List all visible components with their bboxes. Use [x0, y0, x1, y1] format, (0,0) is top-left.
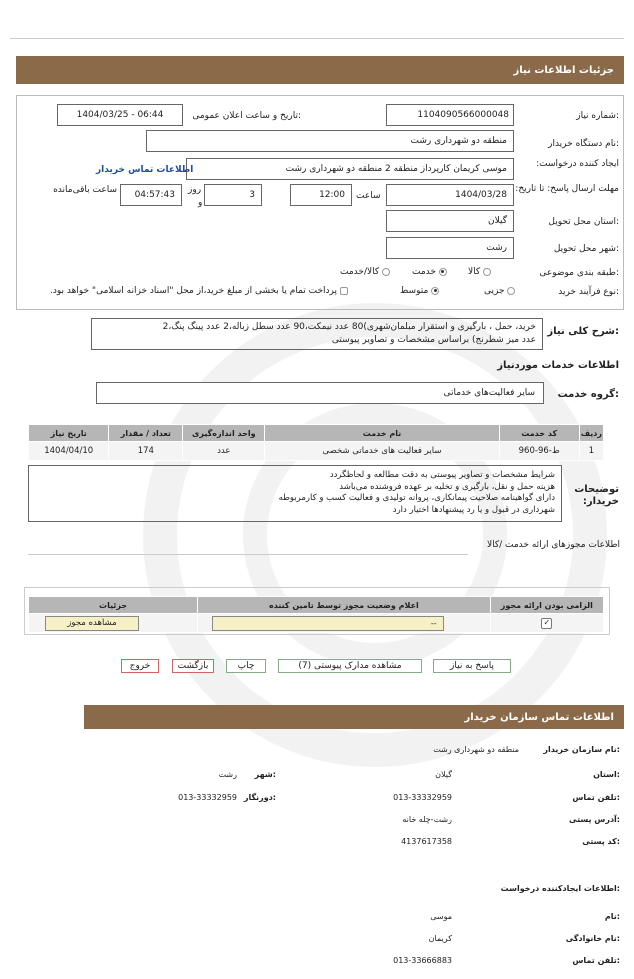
remaining-days-field[interactable]: 3	[204, 184, 262, 206]
creator-family-value: کریمان	[428, 934, 452, 943]
creator-name-label: نام:	[604, 912, 620, 921]
contact-city-value: رشت	[218, 770, 237, 779]
radio-selected-icon	[439, 268, 447, 276]
contact-postal-label: کد پستی:	[582, 837, 620, 846]
service-group-label: گروه خدمت:	[557, 389, 619, 400]
license-details-cell	[29, 614, 198, 633]
print-button[interactable]: چاپ	[226, 659, 266, 673]
remaining-and-label: و	[198, 198, 203, 208]
need-number-field[interactable]: 1104090566000048	[386, 104, 514, 126]
province-label: استان محل تحویل:	[548, 217, 619, 227]
buyer-notes-box	[28, 465, 562, 522]
exit-button[interactable]: خروج	[121, 659, 159, 673]
contact-province-label: استان:	[593, 770, 620, 779]
contact-org-label: نام سازمان خریدار:	[543, 745, 620, 754]
deadline-time-label: ساعت	[356, 191, 381, 201]
purchase-option-minor[interactable]: جزیی	[484, 286, 515, 296]
contact-fax-label: دورنگار:	[243, 793, 276, 802]
items-table	[28, 424, 604, 461]
contact-address-value: رشت-چله خانه	[402, 815, 452, 824]
items-table-header	[29, 425, 604, 442]
licenses-title: اطلاعات مجوزهای ارائه خدمت /کالا	[486, 540, 620, 550]
creator-field[interactable]: موسی کریمان کارپرداز منطقه 2 منطقه دو شهرداری رشت	[186, 158, 514, 180]
reply-button[interactable]: پاسخ به نیاز	[433, 659, 511, 673]
note-line: شهرداری در قبول و یا رد پیشنهادها اختیار دارد	[392, 504, 555, 515]
creator-name-value: موسی	[430, 912, 452, 921]
col-name: نام خدمت	[265, 425, 499, 442]
note-line: دارای گواهینامه صلاحیت پیمانکاری، پروانه تولیدی و فعالیت کسب و کارمربوطه	[278, 493, 555, 503]
licenses-divider	[28, 554, 468, 555]
remaining-time-field[interactable]: 04:57:43	[120, 184, 182, 206]
deadline-time-field[interactable]: 12:00	[290, 184, 352, 206]
page-header	[16, 56, 624, 84]
col-row: ردیف	[579, 425, 603, 442]
back-button[interactable]: بازگشت	[172, 659, 214, 673]
cell-name: سایر فعالیت های خدماتی شخصی	[265, 442, 499, 461]
category-option-goods-service[interactable]: کالا/خدمت	[340, 267, 390, 277]
view-license-button[interactable]: مشاهده مجوز	[45, 616, 139, 631]
purchase-type-label: نوع فرآیند خرید:	[558, 287, 619, 297]
radio-icon	[483, 268, 491, 276]
contact-province-value: گیلان	[435, 770, 452, 779]
col-code: کد خدمت	[499, 425, 579, 442]
contact-city-label: شهر:	[254, 770, 276, 779]
contact-org-value: منطقه دو شهرداری رشت	[433, 745, 519, 754]
service-group-field[interactable]: سایر فعالیت‌های خدماتی	[96, 382, 544, 404]
licenses-table-header	[29, 597, 604, 614]
province-field[interactable]: گیلان	[386, 210, 514, 232]
col-license-status: اعلام وضعیت مجوز توسط تامین کننده	[198, 597, 490, 614]
announce-datetime-label: تاریخ و ساعت اعلان عمومی:	[192, 111, 301, 121]
contact-fax-value: 013-33332959	[178, 793, 237, 802]
top-divider	[10, 38, 624, 39]
contact-header	[84, 705, 624, 729]
license-status-cell	[198, 614, 490, 633]
remaining-time-label: ساعت باقی‌مانده	[53, 185, 117, 195]
radio-selected-icon	[431, 287, 439, 295]
note-line: شرایط مشخصات و تصاویر پیوستی به دقت مطالعه و لحاظگردد	[329, 470, 555, 480]
creator-phone-value: 013-33666883	[393, 956, 452, 965]
category-option-goods[interactable]: کالا	[468, 267, 491, 277]
contact-phone-value: 013-33332959	[393, 793, 452, 802]
category-label: طبقه بندی موضوعی:	[539, 268, 619, 278]
note-line: هزینه حمل و نقل، بارگیری و تخلیه بر عهده فروشنده می‌باشد	[339, 481, 555, 492]
page-title: جزئیات اطلاعات نیاز	[513, 64, 614, 76]
buyer-notes-label: توضیحات خریدار:	[574, 484, 619, 507]
cell-unit: عدد	[183, 442, 265, 461]
category-option-service[interactable]: خدمت	[412, 267, 447, 277]
creator-phone-label: تلفن تماس:	[572, 956, 620, 965]
payment-note[interactable]: پرداخت تمام یا بخشی از مبلغ خرید،از محل "اسناد خزانه اسلامی" خواهد بود.	[50, 286, 348, 296]
description-line-1: خرید، حمل ، بارگیری و استقرار مبلمان‌شهری)80 عدد نیمکت،90 عدد سطل زباله،2 عدد پینگ پنگ،2	[162, 322, 536, 332]
cell-date: 1404/04/10	[29, 442, 109, 461]
remaining-days-label: روز	[188, 185, 202, 195]
buyer-org-label: نام دستگاه خریدار:	[548, 139, 619, 149]
col-license-details: جزئیات	[29, 597, 198, 614]
cell-code: ط-96-960	[499, 442, 579, 461]
view-attachments-button[interactable]: مشاهده مدارک پیوستی (7)	[278, 659, 422, 673]
contact-postal-value: 4137617358	[401, 837, 452, 846]
table-row	[29, 614, 604, 633]
contact-phone-label: تلفن تماس:	[572, 793, 620, 802]
announce-datetime-field[interactable]: 1404/03/25 - 06:44	[57, 104, 183, 126]
contact-title: اطلاعات تماس سازمان خریدار	[464, 711, 614, 723]
purchase-option-medium[interactable]: متوسط	[400, 286, 439, 296]
col-unit: واحد اندازه‌گیری	[183, 425, 265, 442]
description-label: شرح کلی نیاز:	[547, 326, 619, 337]
checkbox-checked-icon[interactable]: ✓	[541, 618, 552, 629]
license-status-field[interactable]: --	[212, 616, 444, 631]
city-field[interactable]: رشت	[386, 237, 514, 259]
buyer-org-field[interactable]: منطقه دو شهرداری رشت	[146, 130, 514, 152]
col-date: تاریخ نیاز	[29, 425, 109, 442]
creator-info-title: اطلاعات ایجادکننده درخواست:	[500, 884, 620, 893]
city-label: شهر محل تحویل:	[553, 244, 619, 254]
deadline-label: مهلت ارسال پاسخ: تا تاریخ:	[515, 184, 619, 194]
description-line-2: عدد میز شطرنج) براساس مشخصات و تصاویر پیوستی	[331, 335, 536, 345]
creator-family-label: نام خانوادگی:	[565, 934, 620, 943]
table-row[interactable]	[29, 442, 604, 461]
cell-qty: 174	[109, 442, 183, 461]
radio-icon	[507, 287, 515, 295]
radio-icon	[382, 268, 390, 276]
checkbox-icon	[340, 287, 348, 295]
deadline-date-field[interactable]: 1404/03/28	[386, 184, 514, 206]
creator-label: ایجاد کننده درخواست:	[536, 159, 619, 169]
cell-row: 1	[579, 442, 603, 461]
description-box	[91, 318, 543, 350]
col-license-required: الزامی بودن ارائه مجوز	[490, 597, 603, 614]
col-qty: تعداد / مقدار	[109, 425, 183, 442]
contact-address-label: آدرس پستی:	[569, 815, 620, 824]
buyer-contact-link[interactable]: اطلاعات تماس خریدار	[96, 165, 194, 175]
licenses-table	[28, 596, 604, 633]
license-required-cell	[490, 614, 603, 633]
services-section-title: اطلاعات خدمات موردنیاز	[497, 360, 619, 371]
need-number-label: شماره نیاز:	[576, 111, 619, 121]
